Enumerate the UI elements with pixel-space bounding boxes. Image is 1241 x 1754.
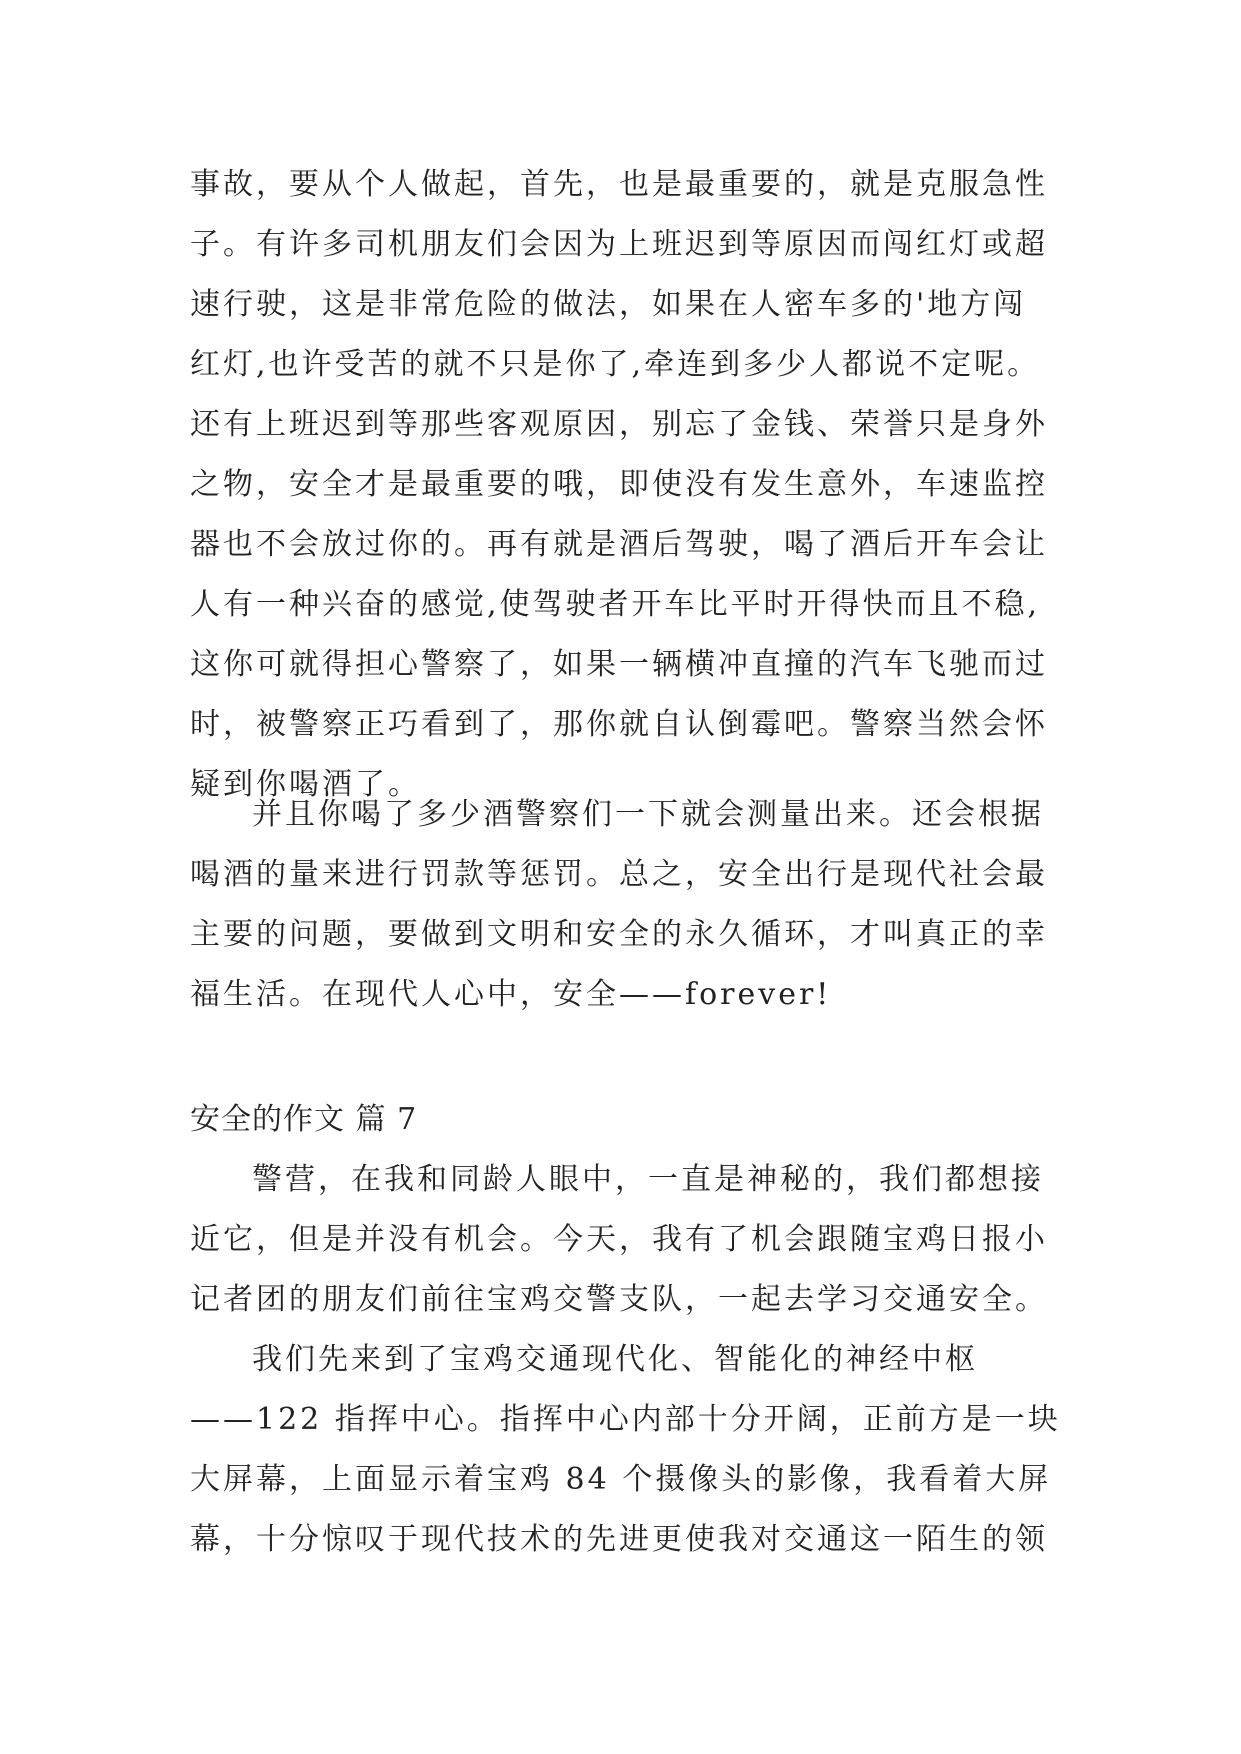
text-line: 速行驶，这是非常危险的做法，如果在人密车多的'地方闯 — [190, 287, 1027, 322]
text-line: 人有一种兴奋的感觉,使驾驶者开车比平时开得快而且不稳, — [190, 587, 1041, 622]
text-line: 喝酒的量来进行罚款等惩罚。总之，安全出行是现代社会最 — [190, 857, 1048, 892]
text-line: 我们先来到了宝鸡交通现代化、智能化的神经中枢 — [252, 1342, 978, 1377]
text-line: 时，被警察正巧看到了，那你就自认倒霉吧。警察当然会怀 — [190, 707, 1048, 742]
text-line: 大屏幕，上面显示着宝鸡 84 个摄像头的影像，我看着大屏 — [190, 1462, 1052, 1497]
text-line: 福生活。在现代人心中，安全——forever! — [190, 977, 832, 1012]
text-line: 事故，要从个人做起，首先，也是最重要的，就是克服急性 — [190, 167, 1048, 202]
section-heading: 安全的作文 篇 7 — [190, 1102, 418, 1137]
text-line: 警营，在我和同龄人眼中，一直是神秘的，我们都想接 — [252, 1162, 1044, 1197]
paragraph-accident-prevention — [190, 155, 1050, 815]
text-line: ——122 指挥中心。指挥中心内部十分开阔，正前方是一块 — [190, 1402, 1061, 1437]
text-line: 疑到你喝酒了。 — [190, 767, 421, 802]
text-line: 幕，十分惊叹于现代技术的先进更使我对交通这一陌生的领 — [190, 1522, 1048, 1557]
paragraph-command-center — [190, 1330, 1061, 1570]
text-line: 红灯,也许受苦的就不只是你了,牵连到多少人都说不定呢。 — [190, 347, 1041, 382]
text-line: 近它，但是并没有机会。今天，我有了机会跟随宝鸡日报小 — [190, 1222, 1048, 1257]
paragraph-drunk-driving — [190, 785, 1050, 1025]
text-line: 这你可就得担心警察了，如果一辆横冲直撞的汽车飞驰而过 — [190, 647, 1048, 682]
paragraph-police-camp — [190, 1150, 1050, 1330]
text-line: 器也不会放过你的。再有就是酒后驾驶，喝了酒后开车会让 — [190, 527, 1048, 562]
text-line: 并且你喝了多少酒警察们一下就会测量出来。还会根据 — [252, 797, 1044, 832]
text-line: 还有上班迟到等那些客观原因，别忘了金钱、荣誉只是身外 — [190, 407, 1048, 442]
text-line: 主要的问题，要做到文明和安全的永久循环，才叫真正的幸 — [190, 917, 1048, 952]
text-line: 子。有许多司机朋友们会因为上班迟到等原因而闯红灯或超 — [190, 227, 1048, 262]
text-line: 记者团的朋友们前往宝鸡交警支队，一起去学习交通安全。 — [190, 1282, 1048, 1317]
text-line: 之物，安全才是最重要的哦，即使没有发生意外，车速监控 — [190, 467, 1048, 502]
